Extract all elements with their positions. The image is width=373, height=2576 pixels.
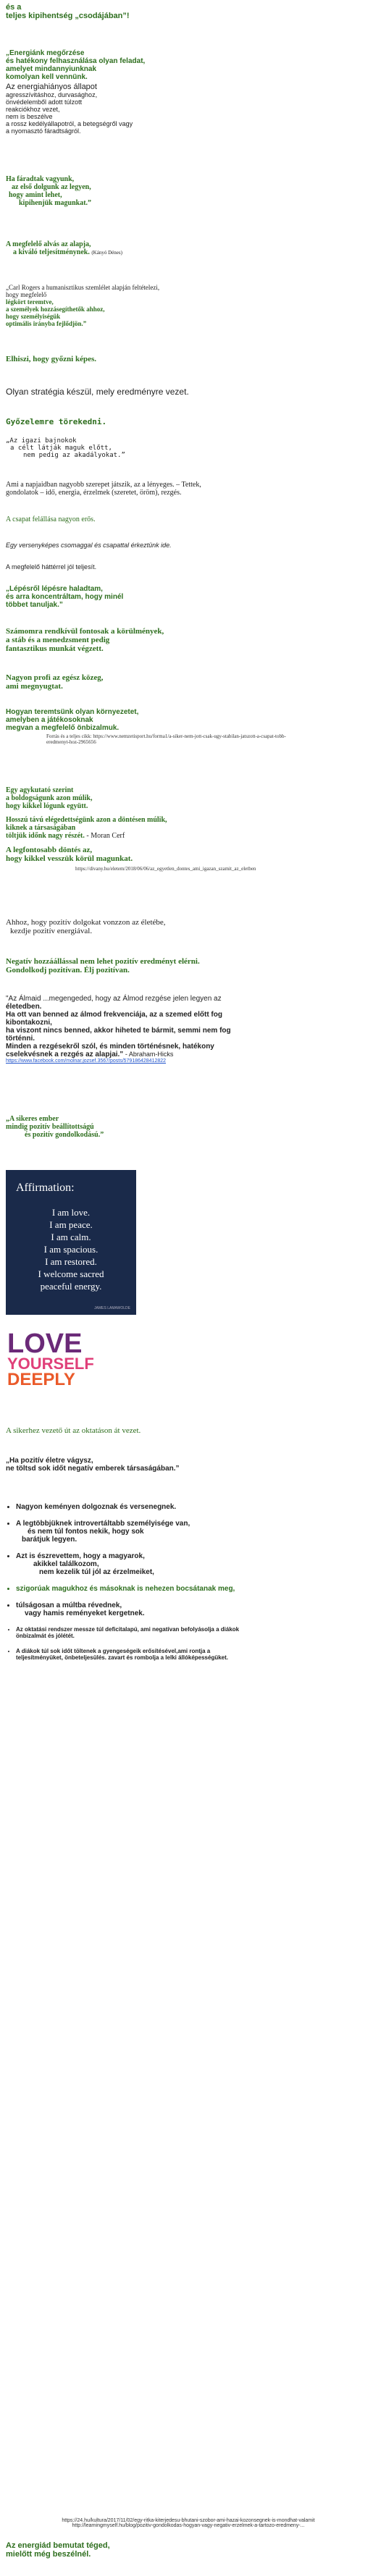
quote-line: nem pedig az akadályokat.”: [23, 452, 125, 459]
quote-line: mindig pozitív beállítottságú: [6, 1123, 94, 1131]
quote-line: komolyan kell vennünk.: [6, 73, 88, 81]
affirmation-line: I am calm.: [51, 1232, 91, 1242]
quote-line: reakciókhoz vezet,: [6, 106, 60, 113]
quote-line: többet tanuljak.”: [6, 601, 63, 609]
quote-line: Nagyon profi az egész közeg,: [6, 673, 104, 682]
quote-line: Ahhoz, hogy pozitív dolgokat vonzzon az életébe,: [6, 918, 166, 927]
quote-line: a célt látják maguk előtt,: [10, 445, 112, 452]
quote-line: nem is beszélve: [6, 113, 53, 120]
quote-line: Minden a rezgésekről szól, és minden történésnek, hatékony: [6, 1043, 214, 1051]
education-line: [6, 1426, 367, 1435]
positive-life-quote: [6, 1457, 367, 1473]
quote-line: Ha fáradtak vagyunk,: [6, 175, 75, 183]
deeply-word: DEEPLY: [7, 1369, 75, 1389]
yourself-word: YOURSELF: [7, 1355, 94, 1373]
quote-line: agresszívitáshoz, durvasághoz,: [6, 91, 98, 98]
believe-line: [6, 355, 367, 363]
quote-author: - Moran Cerf: [86, 832, 125, 840]
quote-line: A megfelelő alvás az alapja,: [6, 240, 91, 248]
quote-line: Egy agykutató szerint: [6, 786, 74, 794]
quote-line: kibontakozni,: [6, 1019, 52, 1027]
rest-quote: [6, 175, 367, 207]
win-text: Győzelemre törekedni.: [6, 417, 107, 426]
intro-line: teljes kipihentség „csodájában”!: [6, 12, 130, 20]
source-text: Forrás és a teljes cikk: https://www.nemzetisport.hu/forma1/a-siker-nem-jott-csak-ugy-stabilan-jatszott-a-csapat-tobb-eredmenyt-hoz-2965656: [46, 733, 286, 745]
quote-line: Számomra rendkívül fontosak a körülmények,: [6, 627, 164, 636]
quote-line: történni.: [6, 1035, 35, 1043]
intro-heading: [6, 3, 367, 20]
strategy-text: Olyan stratégia készül, mely eredményre vezet.: [6, 387, 189, 397]
list-item: • Az oktatási rendszer messze túl deficitalapú, ami negatívan befolyásolja a diákok önbizalmát és jólétét.: [16, 1626, 367, 1639]
quote-line: „Ha pozitív életre vágysz,: [6, 1457, 93, 1465]
sleep-quote: [6, 240, 367, 256]
quote-line: „Az igazi bajnokok: [6, 437, 77, 445]
list-item: • A legtöbbjüknek introvertáltabb személyisége van, és nem túl fontos nekik, hogy sok barátjuk legyen.: [16, 1520, 367, 1544]
days-line: gondolatok – idő, energia, érzelmek (szeretet, öröm), rezgés.: [6, 489, 182, 497]
quote-line: mielőtt még beszélnél.: [6, 2550, 91, 2559]
quote-line: „Carl Rogers a humanisztikus szemlélet alapján feltételezi,: [6, 284, 160, 291]
background-text: A megfelelő háttérrel jól teljesít.: [6, 563, 97, 571]
affirmation-title: Affirmation:: [16, 1182, 75, 1194]
affirmation-line: peaceful energy.: [40, 1281, 102, 1292]
quote-line: töltjük időnk nagy részét.: [6, 832, 85, 840]
quote-line: „Energiánk megőrzése: [6, 49, 85, 57]
quote-line: ne töltsd sok időt negatív emberek társaságában.”: [6, 1465, 180, 1473]
source-link[interactable]: http://learningmyself.hu/blog/pozitiv-gondolkodas-hogyan-vagy-negativ-erzelmek-a-tartozo-eredmeny-...: [72, 2523, 305, 2528]
quote-line: a kiváló teljesítménynek.: [13, 248, 90, 256]
quote-line: A legfontosabb döntés az,: [6, 846, 93, 854]
days-line: Ami a napjaidban nagyobb szerepet játszik, az a lényeges. – Tettek,: [6, 481, 201, 489]
rogers-quote: [6, 284, 367, 327]
energy-quote: [6, 49, 367, 135]
quote-author: (Kányó Dénes): [91, 250, 122, 256]
step-quote: [6, 585, 367, 609]
quote-line: Az energiahiányos állapot: [6, 83, 97, 91]
quote-line: ha viszont nincs benned, akkor hiheted te bármit, semmi nem fog: [6, 1027, 231, 1035]
quote-line: hogy megfelelő: [6, 291, 47, 298]
quote-line: „A sikeres ember: [6, 1115, 59, 1123]
environment-text: [6, 708, 367, 745]
quote-line: életedben.: [6, 1003, 42, 1011]
list-item: • Nagyon keményen dolgoznak és versenegnek.: [16, 1503, 367, 1511]
circumstances-text: [6, 627, 367, 653]
quote-line: Hosszú távú elégedettségünk azon a döntésen múlik,: [6, 816, 167, 824]
team-package-text: Egy versenyképes csomaggal és csapattal érkeztünk ide.: [6, 542, 172, 549]
list-item: • túlságosan a múltba révednek, vagy hamis reményeket kergetnek.: [16, 1601, 367, 1617]
quote-line: légkört teremtve,: [6, 298, 54, 306]
quote-line: fantasztikus munkát végzett.: [6, 644, 104, 653]
quote-line: a boldogságunk azon múlik,: [6, 794, 93, 802]
quote-line: hogy kikkel lógunk együtt.: [6, 802, 88, 810]
quote-line: ami megnyugtat.: [6, 682, 63, 691]
quote-line: "Az Álmaid ...megengeded, hogy az Álmod rezgése jelen legyen az: [6, 995, 222, 1003]
affirmation-line: I am restored.: [45, 1256, 97, 1267]
quote-line: Negatív hozzáállással nem lehet pozitív eredményt elérni.: [6, 957, 200, 966]
quote-author: - Abraham-Hicks: [125, 1051, 174, 1058]
quote-line: a nyomasztó fáradtságról.: [6, 127, 81, 135]
quote-line: és pozitív gondolkodású.”: [25, 1131, 104, 1139]
quote-line: kezdje pozitív energiával.: [10, 927, 93, 935]
days-text: [6, 481, 367, 497]
team-strong-text: A csapat felállása nagyon erős.: [6, 515, 96, 523]
quote-line: Hogyan teremtsünk olyan környezetet,: [6, 708, 139, 716]
affirmation-image: [6, 1170, 136, 1315]
pro-env: [6, 673, 367, 691]
quote-line: és arra koncentráltam, hogy minél: [6, 593, 124, 601]
quote-line: hogy kikkel vesszük körül magunkat.: [6, 854, 133, 863]
champions-quote: [6, 437, 367, 459]
source-link[interactable]: https://www.facebook.com/molnar.jozsef.3567/posts/579186428412822: [6, 1058, 167, 1064]
team-strong: [6, 515, 367, 523]
source-link[interactable]: https://24.hu/kultura/2017/11/02/egy-ritka-kiterjedesu-bhutani-szobor-ami-hazai-kozonsegnek-is-mondhat-valamit: [62, 2518, 315, 2523]
list-item: • Azt is észrevettem, hogy a magyarok, akikkel találkozom, nem kezelik túl jól az érzelmeiket,: [16, 1552, 367, 1576]
quote-line: hogy amint lehet,: [9, 191, 62, 199]
quote-line: Az energiád bemutat téged,: [6, 2541, 110, 2550]
quote-line: önvédelemből adott túlzott: [6, 98, 83, 106]
attract-text: [6, 918, 367, 935]
team-package: [6, 542, 367, 549]
quote-line: kiknek a társaságában: [6, 824, 76, 832]
quote-line: optimális irányba fejlődjön.”: [6, 320, 87, 327]
quote-line: amelyben a játékosoknak: [6, 716, 93, 724]
list-item: • szigorúak magukhoz és másoknak is nehezen bocsátanak meg,: [16, 1585, 367, 1593]
affirmation-line: I am peace.: [49, 1219, 93, 1230]
successful-quote: [6, 1115, 367, 1139]
win-line: [6, 417, 367, 426]
affirmation-line: I am spacious.: [43, 1244, 99, 1255]
list-item: • A diákok túl sok időt töltenek a gyengeségeik erősítésével,ami rontja a teljesítményüket, önbeteljesülés. zavart és rombolja a lelki állóképességüket.: [16, 1648, 367, 1661]
brain-section: [6, 786, 367, 872]
intro-line: és a: [6, 3, 22, 12]
quote-line: amelyet mindannyiunknak: [6, 65, 97, 73]
quote-line: cselekvésnek a rezgés az alapjai.": [6, 1051, 124, 1058]
education-text: A sikerhez vezető út az oktatáson át vezet.: [6, 1426, 141, 1435]
source-link[interactable]: https://divany.hu/eletem/2018/06/06/az_egyetlen_dontes_ami_igazan_szamit_az_eletben: [75, 866, 256, 872]
strategy-line: [6, 387, 367, 397]
background-line: [6, 563, 367, 571]
quote-line: „Lépésről lépésre haladtam,: [6, 585, 103, 593]
quote-line: a személyek hozzásegíthetők ahhoz,: [6, 306, 105, 313]
quote-line: Gondolkodj pozitívan. Élj pozitívan.: [6, 966, 130, 975]
source-links: [36, 2518, 340, 2528]
affirmation-line: I welcome sacred: [38, 1268, 104, 1279]
quote-line: megvan a megfelelő önbizalmuk.: [6, 724, 120, 732]
quote-line: az első dolgunk az legyen,: [12, 183, 91, 191]
quote-line: és hatékony felhasználása olyan feladat,: [6, 57, 146, 65]
negative-text: [6, 957, 367, 975]
observation-list: [6, 1503, 367, 1670]
love-yourself-graphic: [7, 1331, 152, 1389]
love-word: LOVE: [7, 1329, 83, 1359]
quote-line: hogy személyiségük: [6, 313, 61, 320]
energy-closing: [6, 2541, 367, 2559]
quote-line: Ha ott van benned az álmod frekvenciája, az a szemed előtt fog: [6, 1011, 222, 1019]
quote-line: a stáb és a menedzsment pedig: [6, 636, 110, 644]
believe-text: Elhiszi, hogy győzni képes.: [6, 355, 96, 363]
quote-line: kipihenjük magunkat.”: [19, 199, 92, 207]
affirmation-line: I am love.: [51, 1207, 91, 1218]
quote-line: a rossz kedélyállapotról, a betegségről vagy: [6, 120, 133, 127]
affirmation-credit: JAMES LAMAWOLDE: [94, 1306, 130, 1310]
abraham-quote: [6, 995, 367, 1064]
